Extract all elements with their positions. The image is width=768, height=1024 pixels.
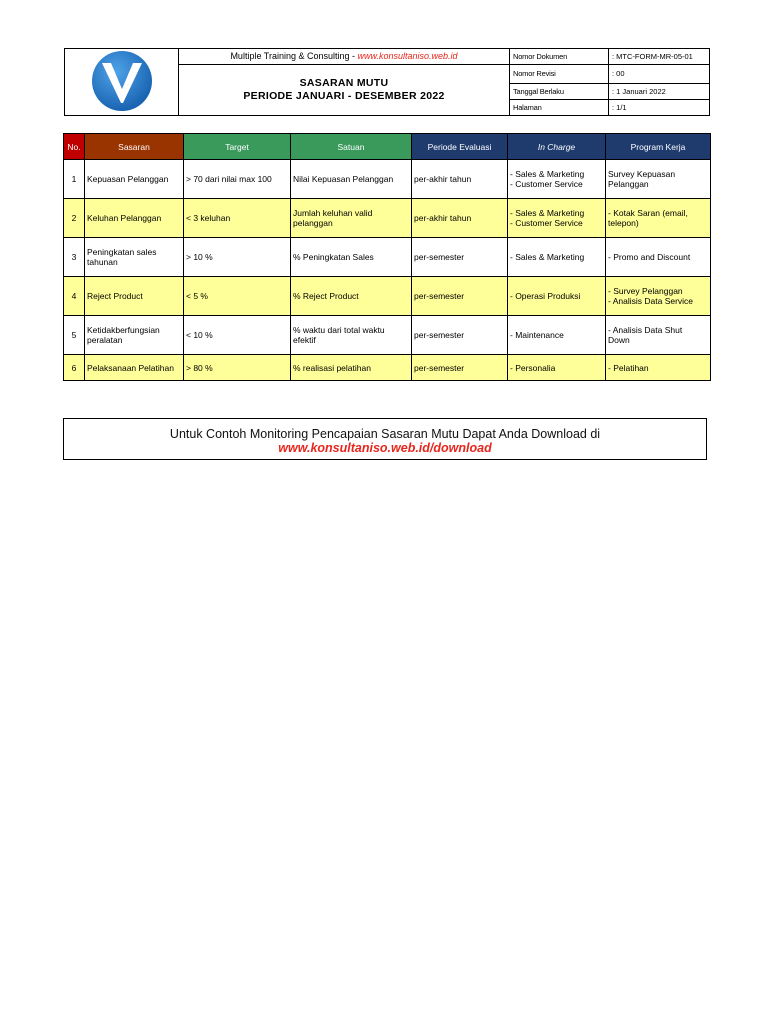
program-line: Down [608, 335, 630, 345]
cell-program [606, 277, 711, 316]
cell-satuan: % realisasi pelatihan [291, 355, 412, 381]
cell-program [606, 238, 711, 277]
charge-line: - Customer Service [510, 179, 583, 189]
program-line: Survey Kepuasan [608, 169, 676, 179]
meta-value-doc-number: : MTC-FORM-MR-05-01 [609, 49, 710, 65]
cell-no: 2 [64, 199, 85, 238]
meta-label-effective-date: Tanggal Berlaku [510, 84, 609, 100]
cell-periode: per-semester [412, 277, 508, 316]
program-line: - Analisis Data Service [608, 296, 694, 306]
company-prefix: Multiple Training & Consulting - [230, 51, 358, 61]
meta-label-page: Halaman [510, 100, 609, 116]
cell-satuan: % waktu dari total waktu efektif [291, 316, 412, 355]
cell-target: > 10 % [184, 238, 291, 277]
cell-satuan: Nilai Kepuasan Pelanggan [291, 160, 412, 199]
program-line: - Kotak Saran (email, [608, 208, 688, 218]
table-row [64, 160, 711, 199]
table-row [64, 355, 711, 381]
cell-target: < 10 % [184, 316, 291, 355]
download-notice-text: Untuk Contoh Monitoring Pencapaian Sasaran Mutu Dapat Anda Download di [169, 427, 601, 441]
table-row [64, 199, 711, 238]
column-header-periode: Periode Evaluasi [412, 134, 508, 160]
title-line-1: SASARAN MUTU [299, 77, 389, 89]
cell-sasaran: Ketidakberfungsian peralatan [85, 316, 184, 355]
program-line: - Promo and Discount [608, 252, 691, 262]
cell-target: < 5 % [184, 277, 291, 316]
meta-value-revision: : 00 [609, 65, 710, 84]
program-line: telepon) [608, 218, 639, 228]
cell-target: > 80 % [184, 355, 291, 381]
cell-in-charge [508, 277, 606, 316]
cell-target: < 3 keluhan [184, 199, 291, 238]
cell-no: 4 [64, 277, 85, 316]
program-line: - Survey Pelanggan [608, 286, 683, 296]
cell-periode: per-semester [412, 355, 508, 381]
column-header-no: No. [64, 134, 85, 160]
column-header-in-charge: In Charge [508, 134, 606, 160]
cell-sasaran: Pelaksanaan Pelatihan [85, 355, 184, 381]
cell-periode: per-semester [412, 238, 508, 277]
charge-line: - Sales & Marketing [510, 169, 585, 179]
cell-in-charge [508, 199, 606, 238]
table-row [64, 277, 711, 316]
column-header-satuan: Satuan [291, 134, 412, 160]
charge-line: - Customer Service [510, 218, 583, 228]
charge-line: - Sales & Marketing [510, 252, 585, 262]
cell-program [606, 355, 711, 381]
program-line: - Analisis Data Shut [608, 325, 683, 335]
cell-in-charge [508, 355, 606, 381]
cell-in-charge [508, 316, 606, 355]
charge-line: - Maintenance [510, 330, 564, 340]
cell-periode: per-akhir tahun [412, 160, 508, 199]
charge-line: - Personalia [510, 362, 556, 373]
cell-in-charge [508, 238, 606, 277]
charge-line: - Sales & Marketing [510, 208, 585, 218]
meta-value-page: : 1/1 [609, 100, 710, 116]
meta-value-effective-date: : 1 Januari 2022 [609, 84, 710, 100]
table-header-row [64, 134, 711, 160]
cell-satuan: % Peningkatan Sales [291, 238, 412, 277]
quality-objectives-table [63, 133, 711, 381]
download-notice-box [63, 418, 707, 460]
cell-satuan: Jumlah keluhan valid pelanggan [291, 199, 412, 238]
company-logo [90, 49, 154, 113]
meta-label-doc-number: Nomor Dokumen [510, 49, 609, 65]
cell-periode: per-akhir tahun [412, 199, 508, 238]
document-title [179, 65, 510, 116]
cell-periode: per-semester [412, 316, 508, 355]
column-header-sasaran: Sasaran [85, 134, 184, 160]
column-header-target: Target [184, 134, 291, 160]
cell-program [606, 199, 711, 238]
charge-line: - Operasi Produksi [510, 291, 581, 301]
title-line-2: PERIODE JANUARI - DESEMBER 2022 [243, 90, 445, 102]
download-link[interactable]: www.konsultaniso.web.id/download [278, 441, 492, 455]
cell-program [606, 316, 711, 355]
program-line: Pelanggan [608, 179, 649, 189]
company-name [179, 49, 510, 65]
table-row [64, 238, 711, 277]
cell-target: > 70 dari nilai max 100 [184, 160, 291, 199]
cell-no: 6 [64, 355, 85, 381]
column-header-program: Program Kerja [606, 134, 711, 160]
cell-sasaran: Keluhan Pelanggan [85, 199, 184, 238]
document-header [64, 48, 710, 116]
company-website-link[interactable]: www.konsultaniso.web.id [357, 51, 458, 61]
logo-cell [65, 49, 179, 116]
cell-sasaran: Kepuasan Pelanggan [85, 160, 184, 199]
program-line: - Pelatihan [608, 362, 649, 373]
cell-in-charge [508, 160, 606, 199]
cell-no: 3 [64, 238, 85, 277]
cell-sasaran: Reject Product [85, 277, 184, 316]
cell-no: 1 [64, 160, 85, 199]
cell-sasaran: Peningkatan sales tahunan [85, 238, 184, 277]
cell-no: 5 [64, 316, 85, 355]
table-row [64, 316, 711, 355]
meta-label-revision: Nomor Revisi [510, 65, 609, 84]
cell-satuan: % Reject Product [291, 277, 412, 316]
cell-program [606, 160, 711, 199]
